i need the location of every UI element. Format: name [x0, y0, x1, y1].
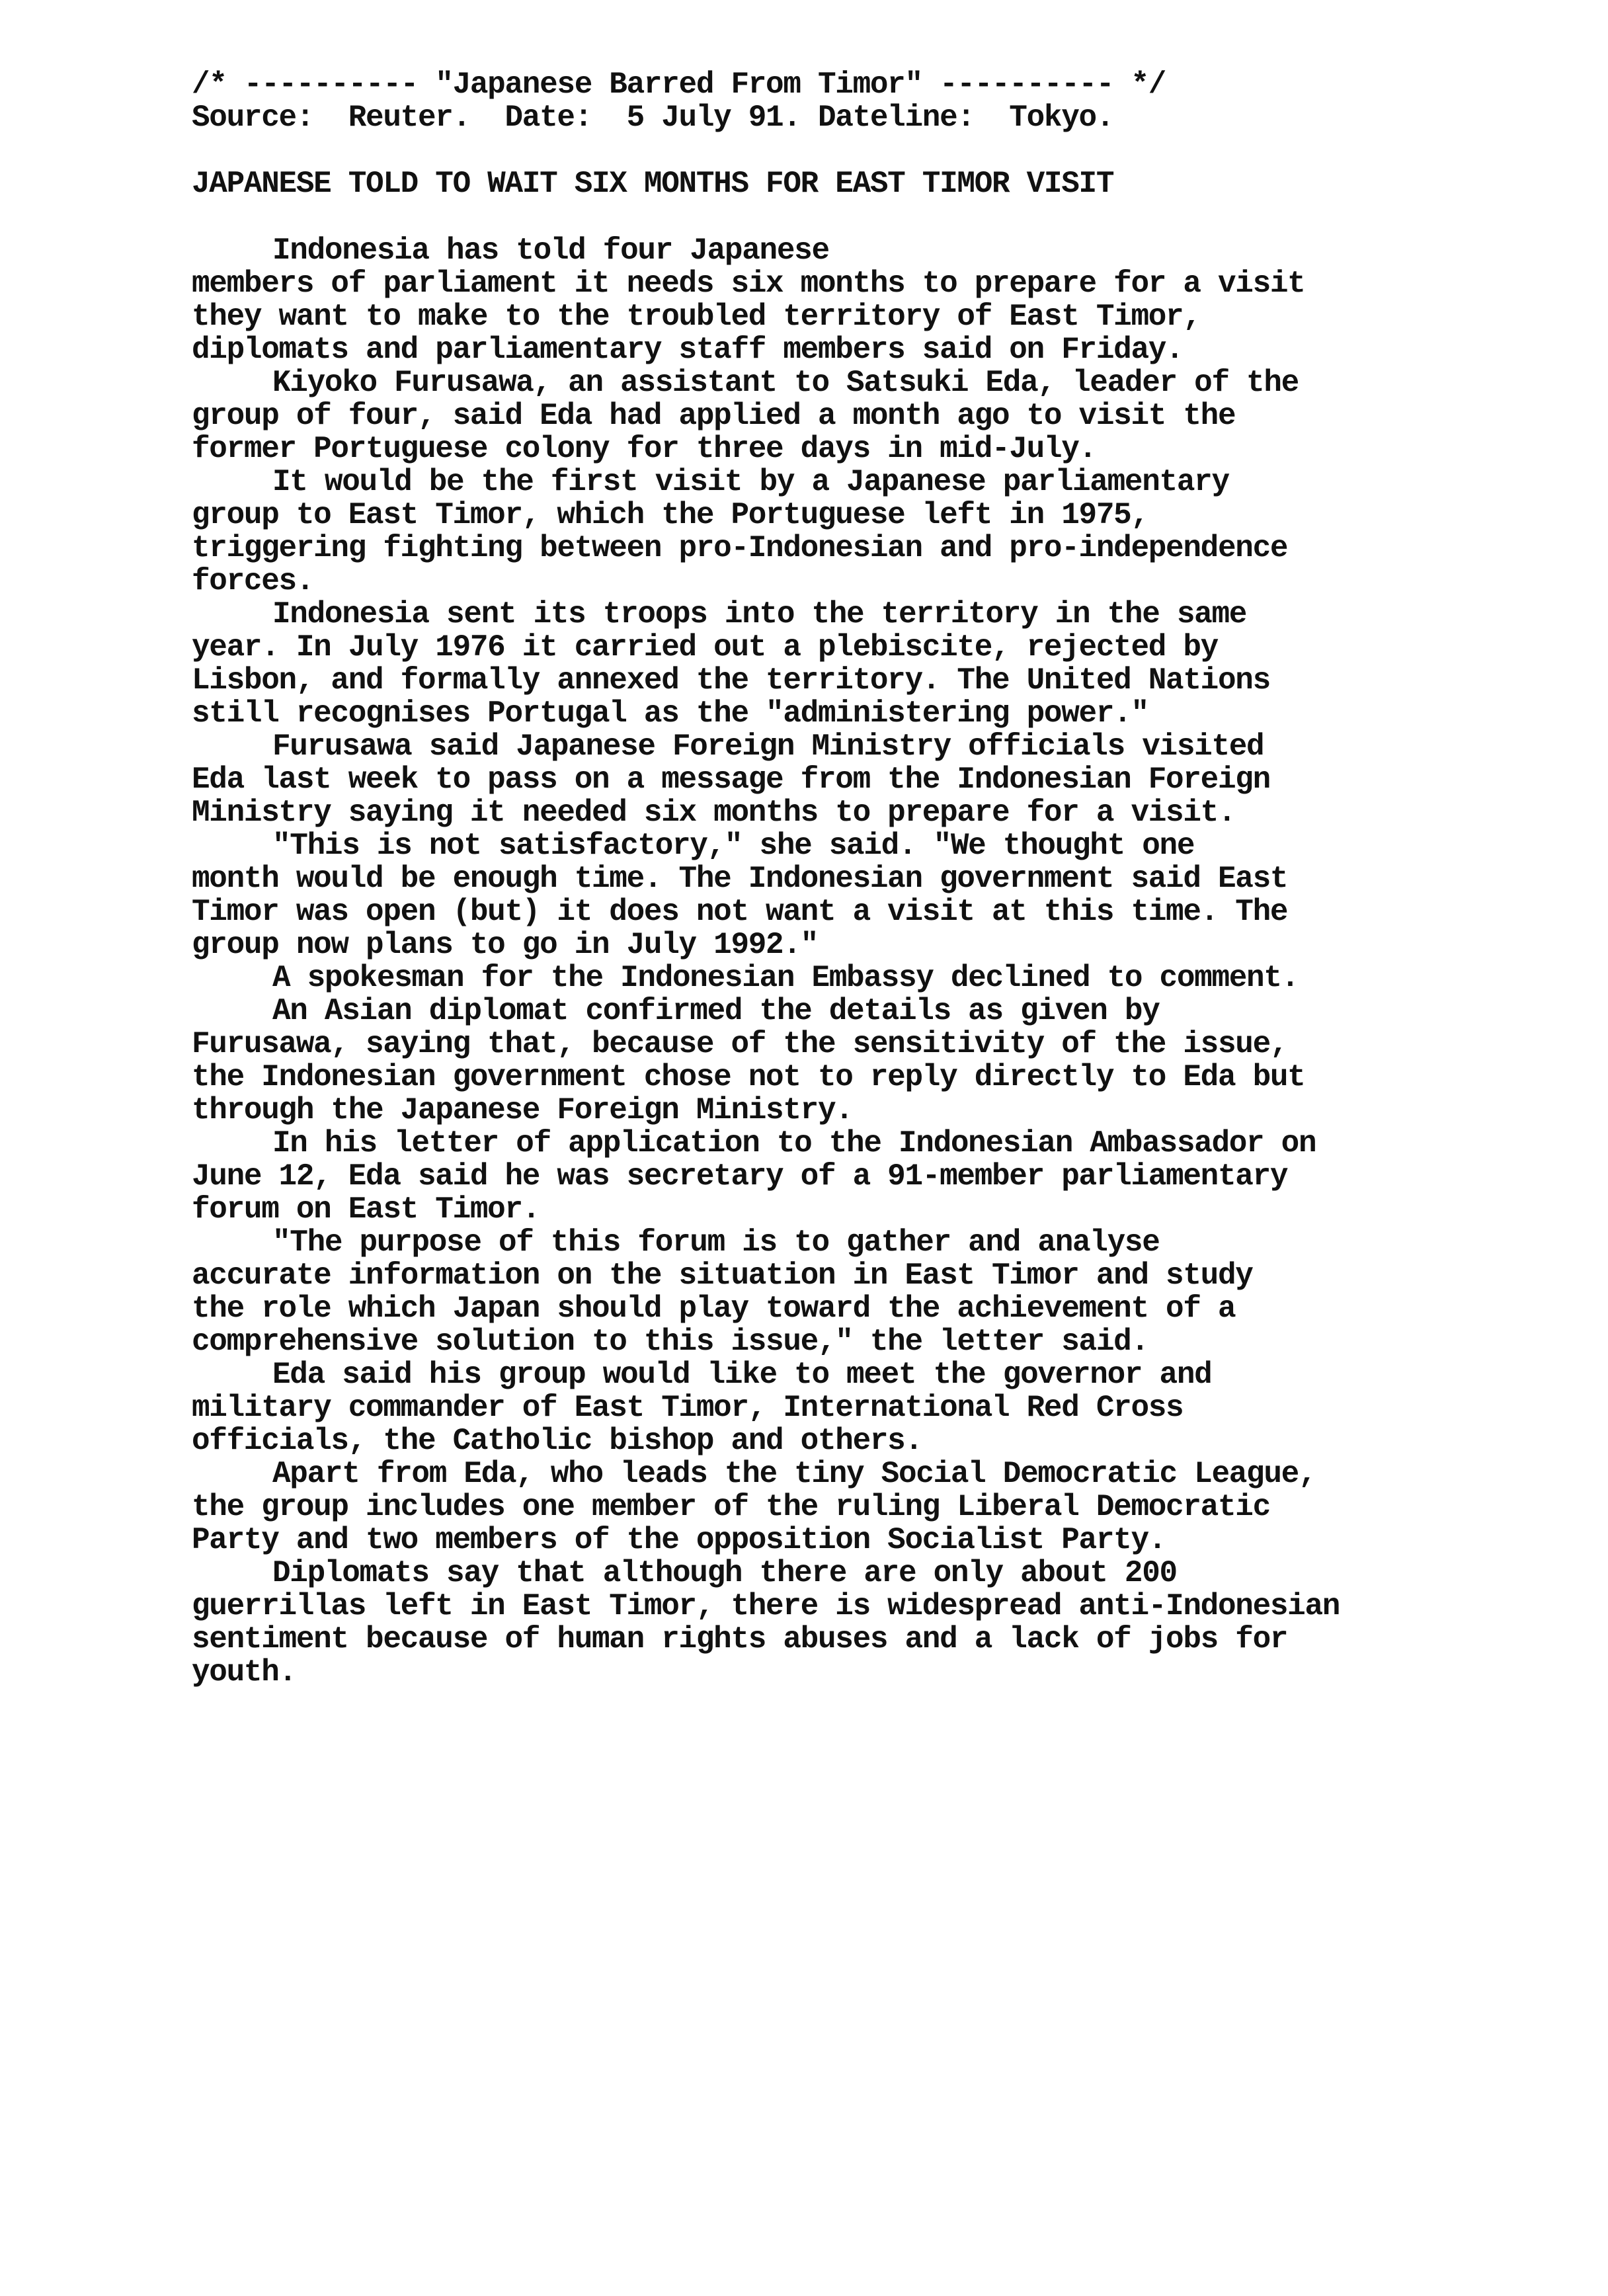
body-line: In his letter of application to the Indonesian Ambassador on [272, 1126, 1316, 1161]
body-line: Timor was open (but) it does not want a visit at this time. The [192, 895, 1288, 929]
body-line: forum on East Timor. [192, 1192, 540, 1227]
body-line: year. In July 1976 it carried out a plebiscite, rejected by [192, 630, 1218, 665]
header-line: /* ---------- "Japanese Barred From Timor" ---------- */ [192, 67, 1166, 102]
headline: JAPANESE TOLD TO WAIT SIX MONTHS FOR EAST TIMOR VISIT [192, 167, 1114, 201]
body-line: Lisbon, and formally annexed the territory. The United Nations [192, 663, 1270, 698]
body-line: former Portuguese colony for three days in mid-July. [192, 432, 1096, 466]
body-line: forces. [192, 564, 314, 598]
body-line: June 12, Eda said he was secretary of a 91-member parliamentary [192, 1159, 1288, 1194]
body-line: members of parliament it needs six months to prepare for a visit [192, 266, 1305, 301]
body-line: triggering fighting between pro-Indonesian and pro-independence [192, 531, 1288, 565]
body-line: accurate information on the situation in East Timor and study [192, 1258, 1253, 1293]
body-line: Ministry saying it needed six months to prepare for a visit. [192, 796, 1236, 830]
body-line: group of four, said Eda had applied a month ago to visit the [192, 399, 1236, 433]
body-line: Indonesia sent its troops into the territory in the same [272, 597, 1247, 632]
body-line: still recognises Portugal as the "administering power." [192, 696, 1148, 731]
body-line: diplomats and parliamentary staff members said on Friday. [192, 333, 1184, 367]
body-line: youth. [192, 1655, 296, 1690]
body-line: comprehensive solution to this issue," the letter said. [192, 1325, 1148, 1359]
source-line: Source: Reuter. Date: 5 July 91. Dateline: Tokyo. [192, 101, 1114, 135]
body-line: Eda said his group would like to meet the governor and [272, 1358, 1212, 1392]
body-line: Furusawa said Japanese Foreign Ministry officials visited [272, 729, 1264, 764]
body-line: group now plans to go in July 1992." [192, 928, 818, 962]
body-line: "The purpose of this forum is to gather and analyse [272, 1225, 1160, 1260]
body-line: the group includes one member of the ruling Liberal Democratic [192, 1490, 1270, 1524]
body-line: Indonesia has told four Japanese [272, 233, 829, 268]
body-line: through the Japanese Foreign Ministry. [192, 1093, 853, 1128]
body-line: It would be the first visit by a Japanese parliamentary [272, 465, 1229, 499]
body-line: guerrillas left in East Timor, there is widespread anti-Indonesian [192, 1589, 1340, 1623]
body-line: month would be enough time. The Indonesian government said East [192, 862, 1288, 896]
body-line: Apart from Eda, who leads the tiny Social Democratic League, [272, 1457, 1316, 1491]
body-line: the role which Japan should play toward the achievement of a [192, 1292, 1236, 1326]
body-line: Kiyoko Furusawa, an assistant to Satsuki Eda, leader of the [272, 366, 1299, 400]
body-line: Eda last week to pass on a message from the Indonesian Foreign [192, 762, 1270, 797]
body-line: An Asian diplomat confirmed the details as given by [272, 994, 1160, 1028]
body-line: Party and two members of the opposition Socialist Party. [192, 1523, 1166, 1557]
body-line: they want to make to the troubled territory of East Timor, [192, 300, 1201, 334]
body-line: Diplomats say that although there are only about 200 [272, 1556, 1177, 1590]
body-line: military commander of East Timor, International Red Cross [192, 1391, 1184, 1425]
body-line: A spokesman for the Indonesian Embassy declined to comment. [272, 961, 1299, 995]
body-line: sentiment because of human rights abuses and a lack of jobs for [192, 1622, 1288, 1657]
body-line: officials, the Catholic bishop and others. [192, 1424, 922, 1458]
body-line: the Indonesian government chose not to reply directly to Eda but [192, 1060, 1305, 1094]
body-line: Furusawa, saying that, because of the sensitivity of the issue, [192, 1027, 1288, 1061]
body-line: "This is not satisfactory," she said. "We thought one [272, 829, 1195, 863]
body-line: group to East Timor, which the Portuguese left in 1975, [192, 498, 1148, 532]
